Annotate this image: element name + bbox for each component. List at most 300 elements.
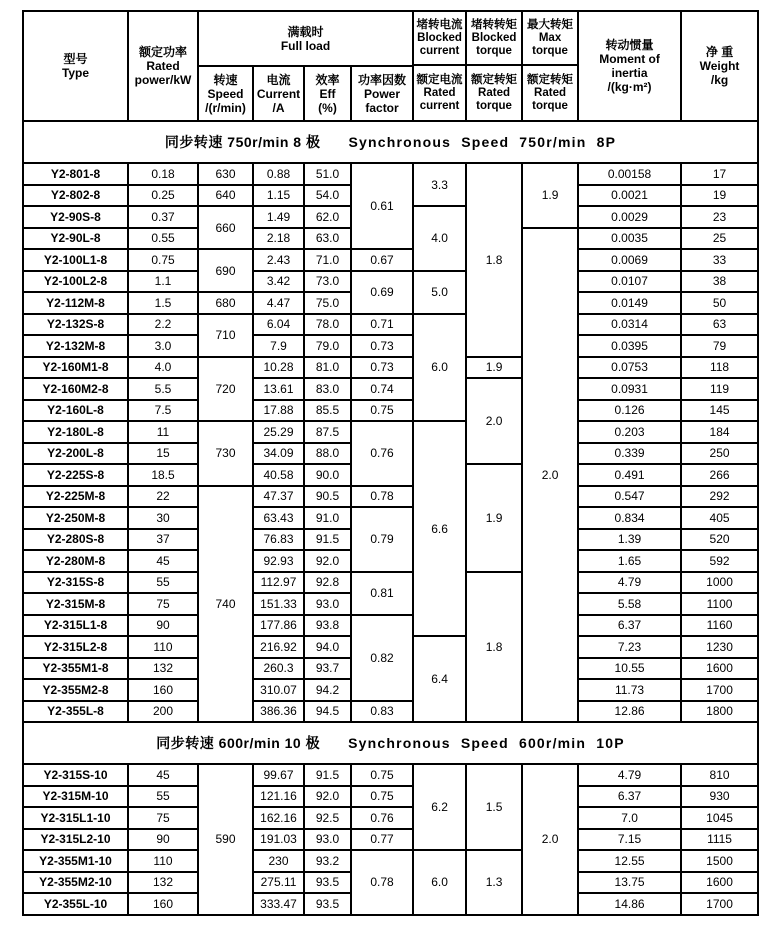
header-line: /(r/min) [205,100,246,115]
header-line: Eff [319,86,336,101]
table-row [23,163,758,185]
table-row [23,335,758,357]
header-line: 效率 [315,72,340,87]
cell-current: 7.9 [253,335,304,357]
cell-inertia: 0.0753 [578,357,681,379]
section-title-en: Synchronous Speed 750r/min 8P [348,134,617,150]
table-row [23,421,758,443]
table-row [23,807,758,829]
header-line: 转动惯量 [605,38,654,52]
cell-weight: 292 [681,486,758,508]
cell-weight: 1600 [681,872,758,894]
header-line: 电流 [266,72,291,87]
cell-type: Y2-180L-8 [23,421,128,443]
cell-rated-power: 55 [128,786,198,808]
cell-blocked-current-ratio: 6.2 [413,764,466,850]
cell-efficiency: 78.0 [304,314,351,336]
cell-speed: 590 [198,764,253,915]
cell-current: 275.11 [253,872,304,894]
cell-inertia: 0.0931 [578,378,681,400]
cell-type: Y2-315L2-10 [23,829,128,851]
cell-efficiency: 73.0 [304,271,351,293]
table-row [23,314,758,336]
cell-blocked-torque-ratio: 1.8 [466,163,522,357]
table-header [23,11,758,121]
col-current [253,66,304,121]
cell-speed: 740 [198,486,253,723]
cell-type: Y2-160L-8 [23,400,128,422]
cell-power-factor: 0.71 [351,314,413,336]
header-line: 功率因数 [358,72,407,87]
cell-weight: 145 [681,400,758,422]
header-line: 净 重 [705,45,734,59]
cell-inertia: 0.0149 [578,292,681,314]
table-row [23,850,758,872]
cell-type: Y2-250M-8 [23,507,128,529]
cell-type: Y2-801-8 [23,163,128,185]
cell-inertia: 7.15 [578,829,681,851]
cell-rated-power: 0.55 [128,228,198,250]
cell-weight: 1045 [681,807,758,829]
cell-efficiency: 93.0 [304,829,351,851]
cell-current: 151.33 [253,593,304,615]
cell-type: Y2-160M1-8 [23,357,128,379]
header-line: /A [272,100,285,115]
cell-current: 25.29 [253,421,304,443]
header-line: 型号 [63,52,88,66]
cell-current: 92.93 [253,550,304,572]
cell-type: Y2-100L2-8 [23,271,128,293]
cell-rated-power: 160 [128,893,198,915]
table-row [23,357,758,379]
cell-power-factor: 0.75 [351,764,413,786]
cell-speed: 680 [198,292,253,314]
cell-type: Y2-225M-8 [23,486,128,508]
cell-efficiency: 92.5 [304,807,351,829]
rated-torque-label: 额定转矩 Rated torque [527,73,574,112]
cell-current: 3.42 [253,271,304,293]
cell-weight: 1115 [681,829,758,851]
cell-current: 10.28 [253,357,304,379]
cell-rated-power: 15 [128,443,198,465]
cell-rated-power: 0.75 [128,249,198,271]
section-header-row [23,121,758,163]
cell-rated-power: 110 [128,850,198,872]
cell-current: 230 [253,850,304,872]
col-group-full-load [198,11,413,66]
cell-inertia: 0.0035 [578,228,681,250]
cell-efficiency: 93.5 [304,893,351,915]
header-line: Current [256,86,301,101]
table-row [23,572,758,594]
cell-current: 76.83 [253,529,304,551]
cell-rated-power: 7.5 [128,400,198,422]
cell-efficiency: 94.5 [304,701,351,723]
header-line: 转速 [213,72,238,87]
cell-type: Y2-315M-10 [23,786,128,808]
cell-rated-power: 200 [128,701,198,723]
table-row [23,400,758,422]
cell-blocked-torque-ratio: 1.8 [466,572,522,723]
table-row [23,249,758,271]
cell-rated-power: 75 [128,593,198,615]
cell-inertia: 11.73 [578,679,681,701]
header-line: Rated [146,59,180,73]
cell-rated-power: 2.2 [128,314,198,336]
cell-weight: 184 [681,421,758,443]
cell-efficiency: 83.0 [304,378,351,400]
col-rated-power [128,11,198,121]
cell-power-factor: 0.77 [351,829,413,851]
cell-efficiency: 51.0 [304,163,351,185]
cell-current: 34.09 [253,443,304,465]
header-line: 额定功率 [138,45,187,59]
cell-blocked-current-ratio: 6.0 [413,850,466,915]
cell-current: 40.58 [253,464,304,486]
header-line: 满载时 [287,24,324,39]
table-row [23,701,758,723]
cell-blocked-current-ratio: 6.6 [413,421,466,636]
blocked-current-label: 堵转电流 Blocked current [414,12,465,66]
cell-blocked-current-ratio: 4.0 [413,206,466,271]
table-row [23,764,758,786]
cell-inertia: 0.491 [578,464,681,486]
cell-blocked-torque-ratio: 1.3 [466,850,522,915]
motor-spec-table [22,10,759,916]
cell-weight: 520 [681,529,758,551]
cell-inertia: 0.0069 [578,249,681,271]
cell-efficiency: 93.8 [304,615,351,637]
cell-efficiency: 79.0 [304,335,351,357]
cell-power-factor: 0.67 [351,249,413,271]
cell-power-factor: 0.81 [351,572,413,615]
cell-inertia: 6.37 [578,615,681,637]
cell-efficiency: 92.0 [304,550,351,572]
cell-weight: 33 [681,249,758,271]
col-speed [198,66,253,121]
cell-weight: 38 [681,271,758,293]
cell-rated-power: 110 [128,636,198,658]
cell-efficiency: 94.0 [304,636,351,658]
cell-blocked-torque-ratio: 1.9 [466,464,522,572]
cell-rated-power: 37 [128,529,198,551]
table-row [23,378,758,400]
cell-inertia: 0.203 [578,421,681,443]
cell-weight: 592 [681,550,758,572]
cell-current: 47.37 [253,486,304,508]
cell-weight: 1160 [681,615,758,637]
cell-rated-power: 5.5 [128,378,198,400]
cell-weight: 17 [681,163,758,185]
cell-type: Y2-132S-8 [23,314,128,336]
cell-inertia: 0.126 [578,400,681,422]
cell-power-factor: 0.76 [351,807,413,829]
cell-type: Y2-90S-8 [23,206,128,228]
section-title-zh: 同步转速 750r/min 8 极 [164,134,321,150]
cell-current: 260.3 [253,658,304,680]
cell-current: 333.47 [253,893,304,915]
cell-type: Y2-355M1-10 [23,850,128,872]
cell-rated-power: 4.0 [128,357,198,379]
cell-power-factor: 0.69 [351,271,413,314]
cell-type: Y2-160M2-8 [23,378,128,400]
cell-current: 191.03 [253,829,304,851]
cell-blocked-torque-ratio: 2.0 [466,378,522,464]
cell-weight: 1600 [681,658,758,680]
cell-type: Y2-315S-10 [23,764,128,786]
cell-rated-power: 1.5 [128,292,198,314]
header-line: /kg [710,73,729,87]
cell-inertia: 0.339 [578,443,681,465]
table-row [23,271,758,293]
col-blocked-torque [466,11,522,121]
cell-rated-power: 160 [128,679,198,701]
cell-rated-power: 75 [128,807,198,829]
cell-weight: 1700 [681,679,758,701]
section-title-zh: 同步转速 600r/min 10 极 [156,735,321,751]
cell-efficiency: 94.2 [304,679,351,701]
cell-power-factor: 0.78 [351,486,413,508]
cell-inertia: 13.75 [578,872,681,894]
col-weight [681,11,758,121]
header-line: /(kg·m²) [607,80,652,94]
header-line: inertia [611,66,648,80]
cell-blocked-current-ratio: 3.3 [413,163,466,206]
table-row [23,829,758,851]
cell-rated-power: 90 [128,829,198,851]
col-moment-of-inertia [578,11,681,121]
cell-type: Y2-112M-8 [23,292,128,314]
cell-efficiency: 63.0 [304,228,351,250]
cell-rated-power: 30 [128,507,198,529]
cell-type: Y2-355L-8 [23,701,128,723]
cell-efficiency: 71.0 [304,249,351,271]
cell-efficiency: 93.2 [304,850,351,872]
cell-current: 0.88 [253,163,304,185]
cell-current: 112.97 [253,572,304,594]
cell-weight: 63 [681,314,758,336]
cell-weight: 23 [681,206,758,228]
cell-rated-power: 0.18 [128,163,198,185]
cell-speed: 720 [198,357,253,422]
col-max-torque [522,11,578,121]
cell-weight: 1500 [681,850,758,872]
header-line: Speed [207,86,244,101]
cell-efficiency: 88.0 [304,443,351,465]
cell-current: 99.67 [253,764,304,786]
cell-type: Y2-802-8 [23,185,128,207]
cell-inertia: 0.834 [578,507,681,529]
cell-speed: 710 [198,314,253,357]
cell-efficiency: 62.0 [304,206,351,228]
cell-blocked-current-ratio: 6.4 [413,636,466,722]
header-line: Power [364,86,401,101]
cell-rated-power: 55 [128,572,198,594]
cell-power-factor: 0.61 [351,163,413,249]
cell-current: 121.16 [253,786,304,808]
cell-weight: 250 [681,443,758,465]
header-line: factor [365,100,399,115]
cell-rated-power: 3.0 [128,335,198,357]
cell-inertia: 12.86 [578,701,681,723]
cell-power-factor: 0.75 [351,400,413,422]
cell-efficiency: 81.0 [304,357,351,379]
cell-type: Y2-355M2-10 [23,872,128,894]
cell-efficiency: 93.7 [304,658,351,680]
cell-type: Y2-225S-8 [23,464,128,486]
cell-max-torque-ratio: 2.0 [522,764,578,915]
cell-rated-power: 45 [128,764,198,786]
cell-rated-power: 90 [128,615,198,637]
cell-power-factor: 0.75 [351,786,413,808]
cell-type: Y2-280M-8 [23,550,128,572]
cell-inertia: 1.39 [578,529,681,551]
cell-current: 2.18 [253,228,304,250]
cell-inertia: 1.65 [578,550,681,572]
col-power-factor [351,66,413,121]
cell-rated-power: 0.37 [128,206,198,228]
cell-current: 17.88 [253,400,304,422]
cell-efficiency: 91.0 [304,507,351,529]
cell-inertia: 0.547 [578,486,681,508]
cell-power-factor: 0.82 [351,615,413,701]
cell-inertia: 0.00158 [578,163,681,185]
cell-type: Y2-100L1-8 [23,249,128,271]
header-line: (%) [318,100,337,115]
cell-current: 4.47 [253,292,304,314]
cell-current: 216.92 [253,636,304,658]
cell-efficiency: 90.5 [304,486,351,508]
cell-inertia: 7.23 [578,636,681,658]
cell-weight: 1000 [681,572,758,594]
header-line: Weight [699,59,740,73]
cell-inertia: 6.37 [578,786,681,808]
cell-type: Y2-90L-8 [23,228,128,250]
cell-power-factor: 0.78 [351,850,413,915]
cell-current: 1.15 [253,185,304,207]
col-type [23,11,128,121]
cell-rated-power: 132 [128,872,198,894]
cell-type: Y2-355M2-8 [23,679,128,701]
cell-efficiency: 93.0 [304,593,351,615]
max-torque-label: 最大转矩 Max torque [523,12,577,66]
cell-current: 2.43 [253,249,304,271]
cell-blocked-torque-ratio: 1.9 [466,357,522,379]
cell-speed: 730 [198,421,253,486]
table-row [23,615,758,637]
cell-current: 6.04 [253,314,304,336]
cell-type: Y2-315L1-10 [23,807,128,829]
cell-inertia: 10.55 [578,658,681,680]
cell-current: 177.86 [253,615,304,637]
rated-current-label: 额定电流 Rated current [416,73,463,112]
cell-inertia: 4.79 [578,764,681,786]
header-line: Full load [280,38,331,53]
cell-speed: 660 [198,206,253,249]
header-line: Type [61,66,90,80]
cell-efficiency: 91.5 [304,529,351,551]
cell-type: Y2-200L-8 [23,443,128,465]
cell-current: 13.61 [253,378,304,400]
cell-weight: 50 [681,292,758,314]
cell-inertia: 5.58 [578,593,681,615]
cell-inertia: 0.0021 [578,185,681,207]
cell-efficiency: 92.8 [304,572,351,594]
cell-efficiency: 92.0 [304,786,351,808]
section-title [23,121,758,163]
cell-type: Y2-315M-8 [23,593,128,615]
cell-type: Y2-280S-8 [23,529,128,551]
cell-inertia: 0.0107 [578,271,681,293]
cell-weight: 1100 [681,593,758,615]
table-row [23,507,758,529]
cell-speed: 690 [198,249,253,292]
cell-weight: 1230 [681,636,758,658]
cell-efficiency: 85.5 [304,400,351,422]
cell-rated-power: 0.25 [128,185,198,207]
cell-weight: 266 [681,464,758,486]
cell-rated-power: 132 [128,658,198,680]
cell-inertia: 0.0029 [578,206,681,228]
cell-max-torque-ratio: 1.9 [522,163,578,228]
col-blocked-current [413,11,466,121]
cell-weight: 119 [681,378,758,400]
header-line: power/kW [134,73,192,87]
section-header-row [23,722,758,764]
cell-inertia: 12.55 [578,850,681,872]
cell-rated-power: 11 [128,421,198,443]
cell-current: 310.07 [253,679,304,701]
cell-blocked-torque-ratio: 1.5 [466,764,522,850]
cell-speed: 640 [198,185,253,207]
cell-type: Y2-315L2-8 [23,636,128,658]
cell-type: Y2-315L1-8 [23,615,128,637]
cell-weight: 118 [681,357,758,379]
cell-efficiency: 91.5 [304,764,351,786]
cell-power-factor: 0.74 [351,378,413,400]
cell-blocked-current-ratio: 5.0 [413,271,466,314]
blocked-torque-label: 堵转转矩 Blocked torque [467,12,521,66]
cell-efficiency: 90.0 [304,464,351,486]
rated-torque-label: 额定转矩 Rated torque [471,73,518,112]
cell-rated-power: 1.1 [128,271,198,293]
cell-weight: 930 [681,786,758,808]
cell-current: 63.43 [253,507,304,529]
section-title-en: Synchronous Speed 600r/min 10P [348,735,625,751]
cell-weight: 25 [681,228,758,250]
table-row [23,486,758,508]
col-efficiency [304,66,351,121]
cell-weight: 1700 [681,893,758,915]
cell-current: 386.36 [253,701,304,723]
cell-inertia: 0.0314 [578,314,681,336]
cell-weight: 79 [681,335,758,357]
cell-current: 162.16 [253,807,304,829]
cell-efficiency: 93.5 [304,872,351,894]
cell-rated-power: 18.5 [128,464,198,486]
cell-max-torque-ratio: 2.0 [522,228,578,723]
cell-efficiency: 54.0 [304,185,351,207]
cell-rated-power: 45 [128,550,198,572]
cell-efficiency: 87.5 [304,421,351,443]
cell-type: Y2-355L-10 [23,893,128,915]
cell-inertia: 0.0395 [578,335,681,357]
cell-rated-power: 22 [128,486,198,508]
cell-power-factor: 0.76 [351,421,413,486]
cell-inertia: 7.0 [578,807,681,829]
cell-power-factor: 0.73 [351,357,413,379]
cell-weight: 810 [681,764,758,786]
